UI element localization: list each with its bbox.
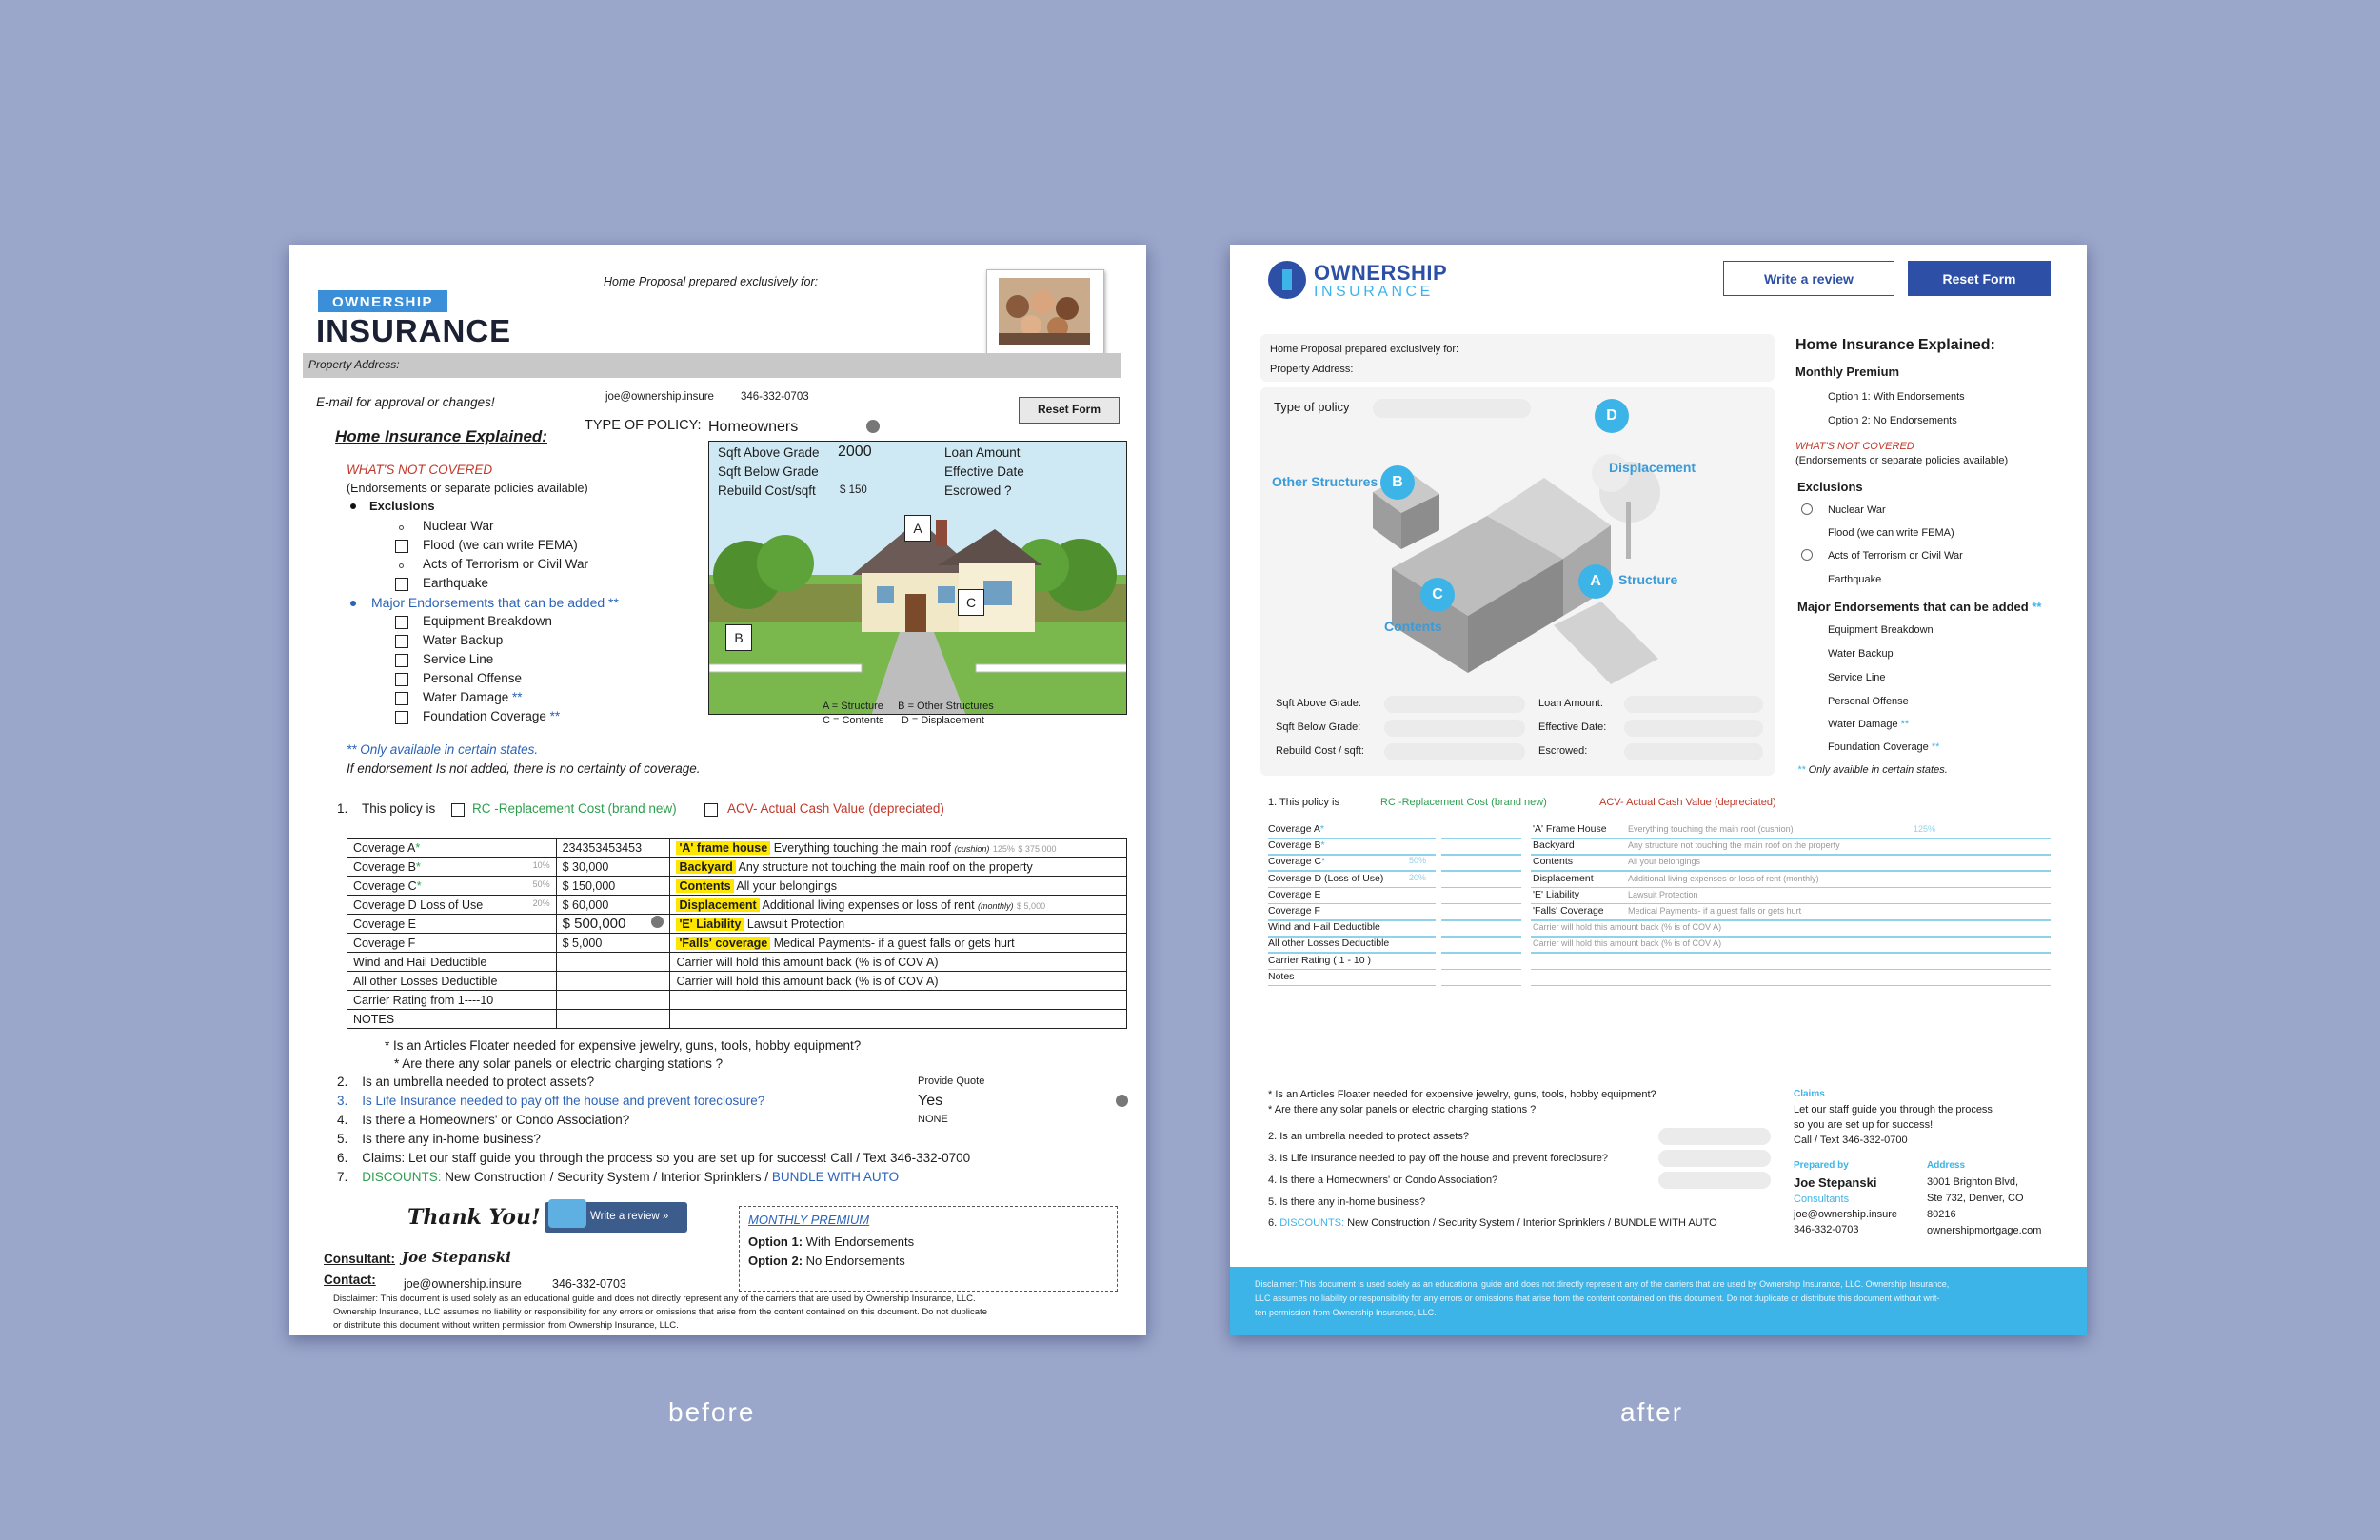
acv-checkbox[interactable]	[704, 803, 718, 817]
sqft-above-input[interactable]	[1384, 696, 1525, 713]
rc-label[interactable]: RC -Replacement Cost (brand new)	[1380, 797, 1547, 808]
effective-date-label: Effective Date	[944, 464, 1024, 479]
coverage-label: Coverage D (Loss of Use)	[1268, 872, 1384, 884]
row-line	[1531, 887, 2051, 889]
marker-b: B	[1380, 465, 1415, 500]
disclaimer-line-2: Ownership Insurance, LLC assumes no liability or responsibility for any errors or omissions that arise from the content contained on this document. Do not duplicate	[333, 1307, 987, 1317]
explained-heading: Home Insurance Explained:	[335, 427, 547, 445]
type-of-policy-input[interactable]	[1373, 399, 1531, 418]
bullet-icon	[350, 601, 356, 606]
option-2: Option 2: No Endorsements	[1828, 415, 1957, 426]
rc-label: RC -Replacement Cost (brand new)	[472, 801, 677, 816]
consultant-email[interactable]: joe@ownership.insure	[1794, 1209, 1898, 1220]
address-line-1: 3001 Brighton Blvd,	[1927, 1176, 2019, 1188]
chat-icon	[548, 1199, 586, 1228]
coverage-value[interactable]	[556, 953, 670, 972]
coverage-description: Carrier will hold this amount back (% is of COV A)	[1533, 922, 1722, 933]
exclusion-item: Nuclear War	[1828, 504, 1886, 516]
before-document	[289, 245, 1146, 1335]
coverage-label: All other Losses Deductible	[1268, 938, 1390, 950]
coverage-value[interactable]: $ 150,000	[556, 877, 670, 896]
coverage-row	[347, 991, 1127, 1010]
sqft-above-label: Sqft Above Grade	[718, 445, 820, 460]
footer-phone: 346-332-0703	[552, 1277, 626, 1291]
rc-checkbox[interactable]	[451, 803, 465, 817]
exclusions-heading: Exclusions	[369, 499, 435, 513]
marker-a: A	[904, 515, 931, 542]
coverage-row	[347, 953, 1127, 972]
logo-icon-bar	[1282, 269, 1292, 290]
value-input-line[interactable]	[1441, 919, 1521, 921]
coverage-heading: 'A' Frame House	[1533, 823, 1607, 835]
escrowed-label: Escrowed:	[1538, 745, 1588, 757]
marker-b: B	[725, 624, 752, 651]
question-hoa: 4. Is there a Homeowners' or Condo Association?	[1268, 1175, 1498, 1186]
coverage-description: Backyard Any structure not touching the main roof on the property	[670, 858, 1127, 877]
property-address-bar[interactable]	[303, 353, 1121, 378]
coverage-description: Carrier will hold this amount back (% is of COV A)	[670, 972, 1127, 991]
option-1: Option 1: With Endorsements	[748, 1234, 915, 1249]
exclusion-item: Flood (we can write FEMA)	[423, 538, 578, 552]
monthly-premium-heading: Monthly Premium	[1795, 365, 1900, 379]
house-legend-2: C = Contents D = Displacement	[823, 715, 984, 726]
exclusion-item: Acts of Terrorism or Civil War	[423, 557, 589, 571]
not-covered-sub: (Endorsements or separate policies available)	[1795, 455, 2009, 466]
question-life: 3. Is Life Insurance needed to pay off the house and prevent foreclosure?	[1268, 1153, 1608, 1164]
note-solar: * Are there any solar panels or electric charging stations ?	[1268, 1104, 1537, 1116]
endorse-item: Service Line	[1828, 672, 1886, 683]
row-line	[1531, 870, 2051, 872]
coverage-value[interactable]: 234353453453	[556, 839, 670, 858]
coverage-label: Coverage E	[1268, 888, 1321, 900]
sqft-below-label: Sqft Below Grade	[718, 464, 819, 479]
after-caption: after	[1620, 1397, 1684, 1427]
coverage-table	[347, 838, 1127, 1029]
exclusion-radio[interactable]	[1801, 549, 1813, 561]
effective-date-input[interactable]	[1624, 720, 1763, 737]
coverage-row	[347, 934, 1127, 953]
claims-line-1: Let our staff guide you through the process	[1794, 1104, 1993, 1116]
coverage-description	[670, 1010, 1127, 1029]
value-input-line[interactable]	[1441, 870, 1521, 872]
disclaimer-line-1: Disclaimer: This document is used solely as an educational guide and does not directly represent any of the carriers that are used by Ownership Insurance, LLC. Ownership Insurance,	[1255, 1279, 1950, 1289]
coverage-label: Coverage C* 50%	[347, 877, 557, 896]
exclusion-radio[interactable]	[1801, 503, 1813, 515]
coverage-heading: Displacement	[1533, 872, 1594, 884]
exclusion-item: Earthquake	[1828, 574, 1882, 585]
footer-email[interactable]: joe@ownership.insure	[404, 1277, 522, 1291]
option-1: Option 1: With Endorsements	[1828, 391, 1965, 403]
coverage-label: Coverage F	[1268, 905, 1320, 917]
marker-c: C	[958, 589, 984, 616]
acv-label[interactable]: ACV- Actual Cash Value (depreciated)	[1599, 797, 1776, 808]
coverage-description: Medical Payments- if a guest falls or gets hurt	[1628, 906, 1802, 916]
provide-quote-label: Provide Quote	[918, 1076, 985, 1087]
major-endorsements-heading: Major Endorsements that can be added **	[1797, 600, 2042, 614]
coverage-row	[347, 839, 1127, 858]
endorse-checkbox[interactable]	[395, 654, 408, 667]
coverage-row	[347, 896, 1127, 915]
value-input-line[interactable]	[1441, 887, 1521, 889]
note-solar: * Are there any solar panels or electric charging stations ?	[394, 1056, 724, 1071]
coverage-heading: 'Falls' Coverage	[1533, 905, 1604, 917]
rebuild-cost-label: Rebuild Cost / sqft:	[1276, 745, 1364, 757]
coverage-label: Carrier Rating ( 1 - 10 )	[1268, 954, 1371, 966]
consultant-phone: 346-332-0703	[1794, 1224, 1859, 1235]
label-contents: Contents	[1384, 619, 1442, 634]
escrowed-label: Escrowed ?	[944, 484, 1012, 498]
value-input-line[interactable]	[1441, 936, 1521, 938]
marker-c: C	[1420, 578, 1455, 612]
row-line	[1531, 936, 2051, 938]
label-displacement: Displacement	[1609, 460, 1696, 475]
question-umbrella: 2. Is an umbrella needed to protect assets?	[1268, 1131, 1469, 1142]
consultant-name: Joe Stepanski	[1794, 1175, 1877, 1190]
endorse-item: Foundation Coverage **	[423, 709, 561, 723]
coverage-row	[347, 877, 1127, 896]
question-discounts: 7. DISCOUNTS: New Construction / Security System / Interior Sprinklers / BUNDLE WITH AUTO	[337, 1170, 900, 1184]
not-covered-heading: WHAT'S NOT COVERED	[347, 463, 493, 477]
coverage-description: 'A' frame house Everything touching the main roof (cushion) 125% $ 375,000	[670, 839, 1127, 858]
radio-icon[interactable]	[399, 525, 404, 530]
coverage-heading: Contents	[1533, 856, 1574, 868]
exclusion-checkbox[interactable]	[395, 540, 408, 553]
option-2: Option 2: No Endorsements	[748, 1254, 905, 1268]
endorse-item: Water Backup	[423, 633, 504, 647]
endorse-item: Water Damage **	[1828, 719, 1910, 730]
prepared-by-heading: Prepared by	[1794, 1160, 1849, 1171]
endorse-item: Foundation Coverage **	[1828, 741, 1940, 753]
row-line	[1531, 838, 2051, 839]
exclusion-item: Acts of Terrorism or Civil War	[1828, 550, 1963, 562]
question-claims: 6. Claims: Let our staff guide you through the process so you are set up for success! Call / Text 346-332-0700	[337, 1151, 971, 1165]
label-other-structures: Other Structures	[1272, 474, 1378, 489]
disclaimer-line-2: LLC assumes no liability or responsibility for any errors or omissions that arise from the content contained on this document. Do not duplicate or distribute this document without writ-	[1255, 1293, 1940, 1303]
coverage-description	[670, 991, 1127, 1010]
logo-top: OWNERSHIP	[331, 294, 433, 310]
type-of-policy-label: TYPE OF POLICY:	[585, 418, 702, 433]
logo-sub: INSURANCE	[1314, 284, 1434, 300]
thank-you: Thank You!	[407, 1205, 541, 1230]
endorse-item: Water Backup	[1828, 648, 1894, 660]
coverage-description: Lawsuit Protection	[1628, 889, 1698, 899]
endorse-item: Water Damage **	[423, 690, 523, 704]
value-input-line[interactable]	[1441, 903, 1521, 905]
contact-phone: 346-332-0703	[741, 391, 809, 403]
endorse-item: Personal Offense	[1828, 696, 1909, 707]
consultant-title: Consultants	[1794, 1194, 1850, 1205]
bullet-icon	[350, 503, 356, 509]
escrowed-input[interactable]	[1624, 743, 1763, 760]
claims-heading: Claims	[1794, 1089, 1825, 1099]
endorse-item: Service Line	[423, 652, 494, 666]
house-legend-1: A = Structure B = Other Structures	[823, 701, 994, 712]
explained-heading: Home Insurance Explained:	[1795, 337, 1995, 353]
effective-date-label: Effective Date:	[1538, 721, 1607, 733]
coverage-description: Everything touching the main roof (cushion)	[1628, 824, 1794, 834]
coverage-description: Displacement Additional living expenses or loss of rent (monthly) $ 5,000	[670, 896, 1127, 915]
coverage-e-dropdown-icon[interactable]	[651, 916, 664, 928]
endorse-item: Equipment Breakdown	[423, 614, 552, 628]
policy-is-label: 1. This policy is	[1268, 797, 1339, 808]
claims-line-3: Call / Text 346-332-0700	[1794, 1135, 1908, 1146]
question-hoa: 4. Is there a Homeowners' or Condo Association?	[337, 1113, 630, 1127]
loan-amount-label: Loan Amount	[944, 445, 1021, 460]
coverage-description: Any structure not touching the main roof on the property	[1628, 840, 1840, 851]
major-endorsements-heading: Major Endorsements that can be added **	[371, 595, 619, 610]
coverage-percent: 50%	[1409, 856, 1427, 866]
contact-email[interactable]: joe@ownership.insure	[605, 391, 714, 403]
coverage-description: 'E' Liability Lawsuit Protection	[670, 915, 1127, 934]
availability-note: ** Only available in certain states.	[347, 742, 539, 757]
row-line	[1531, 952, 2051, 954]
rebuild-cost-value[interactable]: $ 150	[840, 484, 867, 496]
availability-note: ** Only availble in certain states.	[1797, 764, 1948, 776]
coverage-label: Coverage C*	[1268, 856, 1326, 868]
disclaimer-line-3: or distribute this document without written permission from Ownership Insurance, LLC.	[333, 1320, 679, 1331]
address-line-3: 80216	[1927, 1209, 1956, 1220]
policy-type-value[interactable]: Homeowners	[708, 419, 799, 435]
logo-name: OWNERSHIP	[1314, 261, 1448, 285]
label-structure: Structure	[1618, 572, 1678, 587]
coverage-value[interactable]: $ 5,000	[556, 934, 670, 953]
coverage-heading: Backyard	[1533, 839, 1575, 852]
note-floater: * Is an Articles Floater needed for expensive jewelry, guns, tools, hobby equipment?	[1268, 1089, 1656, 1100]
exclusion-item: Earthquake	[423, 576, 489, 590]
question-business: 5. Is there any in-home business?	[337, 1132, 541, 1146]
row-line	[1531, 985, 2051, 987]
acv-label: ACV- Actual Cash Value (depreciated)	[727, 801, 944, 816]
reset-form-label: Reset Form	[1037, 403, 1101, 416]
claims-line-2: so you are set up for success!	[1794, 1119, 1934, 1131]
sqft-below-input[interactable]	[1384, 720, 1525, 737]
coverage-label: Coverage A*	[347, 839, 557, 858]
question-life: 3. Is Life Insurance needed to pay off the house and prevent foreclosure?	[337, 1094, 765, 1108]
consultant-label: Consultant:	[324, 1252, 395, 1266]
value-input-line[interactable]	[1441, 854, 1521, 856]
coverage-description: 'Falls' coverage Medical Payments- if a guest falls or gets hurt	[670, 934, 1127, 953]
endorse-item: Equipment Breakdown	[1828, 624, 1934, 636]
coverage-label: Coverage F	[347, 934, 557, 953]
question-business: 5. Is there any in-home business?	[1268, 1196, 1426, 1208]
quote-dropdown-icon[interactable]	[1116, 1095, 1128, 1107]
row-line	[1531, 919, 2051, 921]
umbrella-input[interactable]	[1658, 1128, 1771, 1145]
prepared-label: Home Proposal prepared exclusively for:	[604, 275, 819, 288]
life-quote-value[interactable]: Yes	[918, 1093, 943, 1109]
reset-form-label: Reset Form	[1942, 271, 2016, 286]
coverage-label: NOTES	[347, 1010, 557, 1029]
rebuild-cost-label: Rebuild Cost/sqft	[718, 484, 816, 498]
address-line-2: Ste 732, Denver, CO	[1927, 1193, 2024, 1204]
disclaimer-line-1: Disclaimer: This document is used solely as an educational guide and does not directly represent any of the carriers that are used by Ownership Insurance, LLC.	[333, 1293, 976, 1304]
endorse-checkbox[interactable]	[395, 673, 408, 686]
endorse-checkbox[interactable]	[395, 711, 408, 724]
not-covered-heading: WHAT'S NOT COVERED	[1795, 441, 1914, 452]
write-review-label: Write a review »	[590, 1211, 669, 1222]
value-input-line[interactable]	[1441, 952, 1521, 954]
address-heading: Address	[1927, 1160, 1966, 1171]
endorse-checkbox[interactable]	[395, 635, 408, 648]
coverage-value[interactable]: $ 30,000	[556, 858, 670, 877]
coverage-description: All your belongings	[1628, 857, 1701, 867]
coverage-label: Carrier Rating from 1----10	[347, 991, 557, 1010]
radio-icon[interactable]	[399, 563, 404, 568]
marker-a: A	[1578, 564, 1613, 599]
coverage-value[interactable]: $ 500,000	[556, 915, 670, 934]
coverage-label: All other Losses Deductible	[347, 972, 557, 991]
coverage-value[interactable]	[556, 991, 670, 1010]
coverage-label: Coverage D Loss of Use 20%	[347, 896, 557, 915]
row-line	[1531, 903, 2051, 905]
note-floater: * Is an Articles Floater needed for expensive jewelry, guns, tools, hobby equipment?	[385, 1038, 862, 1053]
endorse-checkbox[interactable]	[395, 692, 408, 705]
coverage-label: Wind and Hail Deductible	[1268, 921, 1380, 934]
exclusion-item: Flood (we can write FEMA)	[1828, 527, 1954, 539]
property-address-label: Property Address:	[308, 358, 400, 371]
marker-d: D	[1595, 399, 1629, 433]
rebuild-cost-input[interactable]	[1384, 743, 1525, 760]
sqft-above-value[interactable]: 2000	[838, 444, 872, 460]
coverage-percent: 20%	[1409, 872, 1427, 882]
exclusions-heading: Exclusions	[1797, 480, 1863, 494]
row-line	[1531, 854, 2051, 856]
coverage-description: Contents All your belongings	[670, 877, 1127, 896]
exclusion-item: Nuclear War	[423, 519, 494, 533]
coverage-row	[347, 972, 1127, 991]
before-caption: before	[668, 1397, 756, 1427]
sqft-below-label: Sqft Below Grade:	[1276, 721, 1361, 733]
sqft-above-label: Sqft Above Grade:	[1276, 698, 1361, 709]
coverage-row	[347, 915, 1127, 934]
loan-amount-label: Loan Amount:	[1538, 698, 1603, 709]
coverage-label: Coverage B* 10%	[347, 858, 557, 877]
policy-dropdown-icon[interactable]	[866, 420, 880, 433]
coverage-description: Carrier will hold this amount back (% is of COV A)	[670, 953, 1127, 972]
value-input-line[interactable]	[1441, 969, 1521, 971]
coverage-label: Notes	[1268, 970, 1295, 982]
row-line	[1531, 969, 2051, 971]
loan-amount-input[interactable]	[1624, 696, 1763, 713]
exclusion-checkbox[interactable]	[395, 578, 408, 591]
coverage-label: Coverage E	[347, 915, 557, 934]
coverage-value[interactable]	[556, 972, 670, 991]
property-address-label: Property Address:	[1270, 364, 1354, 375]
question-discounts: 6. DISCOUNTS: New Construction / Security System / Interior Sprinklers / BUNDLE WITH AUTO	[1268, 1217, 1717, 1229]
coverage-description: Additional living expenses or loss of rent (monthly)	[1628, 873, 1819, 883]
write-review-label: Write a review	[1764, 271, 1854, 286]
coverage-label: Wind and Hail Deductible	[347, 953, 557, 972]
coverage-heading: 'E' Liability	[1533, 888, 1579, 900]
client-photo	[986, 269, 1104, 357]
house-panel	[708, 441, 1127, 715]
after-document	[1230, 245, 2087, 1335]
endorse-item: Personal Offense	[423, 671, 523, 685]
coverage-label: Coverage B*	[1268, 839, 1325, 852]
coverage-value[interactable]: $ 60,000	[556, 896, 670, 915]
type-of-policy-label: Type of policy	[1274, 400, 1350, 414]
coverage-extra: 125%	[1914, 824, 1936, 834]
prepared-label: Home Proposal prepared exclusively for:	[1270, 344, 1459, 355]
contact-label: Contact:	[324, 1273, 376, 1287]
coverage-description: Carrier will hold this amount back (% is of COV A)	[1533, 938, 1722, 949]
policy-is-label: 1. This policy is	[337, 801, 436, 816]
life-input[interactable]	[1658, 1150, 1771, 1167]
value-input-line[interactable]	[1441, 985, 1521, 987]
row-line	[1268, 985, 1436, 987]
not-covered-sub: (Endorsements or separate policies available)	[347, 482, 588, 495]
coverage-value[interactable]	[556, 1010, 670, 1029]
logo-bottom: INSURANCE	[316, 313, 512, 348]
hoa-value[interactable]: NONE	[918, 1114, 948, 1125]
coverage-row	[347, 858, 1127, 877]
coverage-row	[347, 1010, 1127, 1029]
disclaimer-line-3: ten permission from Ownership Insurance, LLC.	[1255, 1308, 1437, 1317]
email-prompt: E-mail for approval or changes!	[316, 395, 495, 409]
endorse-checkbox[interactable]	[395, 616, 408, 629]
website[interactable]: ownershipmortgage.com	[1927, 1225, 2042, 1236]
consultant-signature: Joe Stepanski	[402, 1249, 511, 1266]
value-input-line[interactable]	[1441, 838, 1521, 839]
question-umbrella: 2. Is an umbrella needed to protect assets?	[337, 1075, 595, 1089]
endorsement-warning: If endorsement Is not added, there is no certainty of coverage.	[347, 761, 701, 776]
hoa-input[interactable]	[1658, 1172, 1771, 1189]
monthly-premium-heading: MONTHLY PREMIUM	[748, 1213, 870, 1227]
coverage-label: Coverage A*	[1268, 823, 1324, 835]
